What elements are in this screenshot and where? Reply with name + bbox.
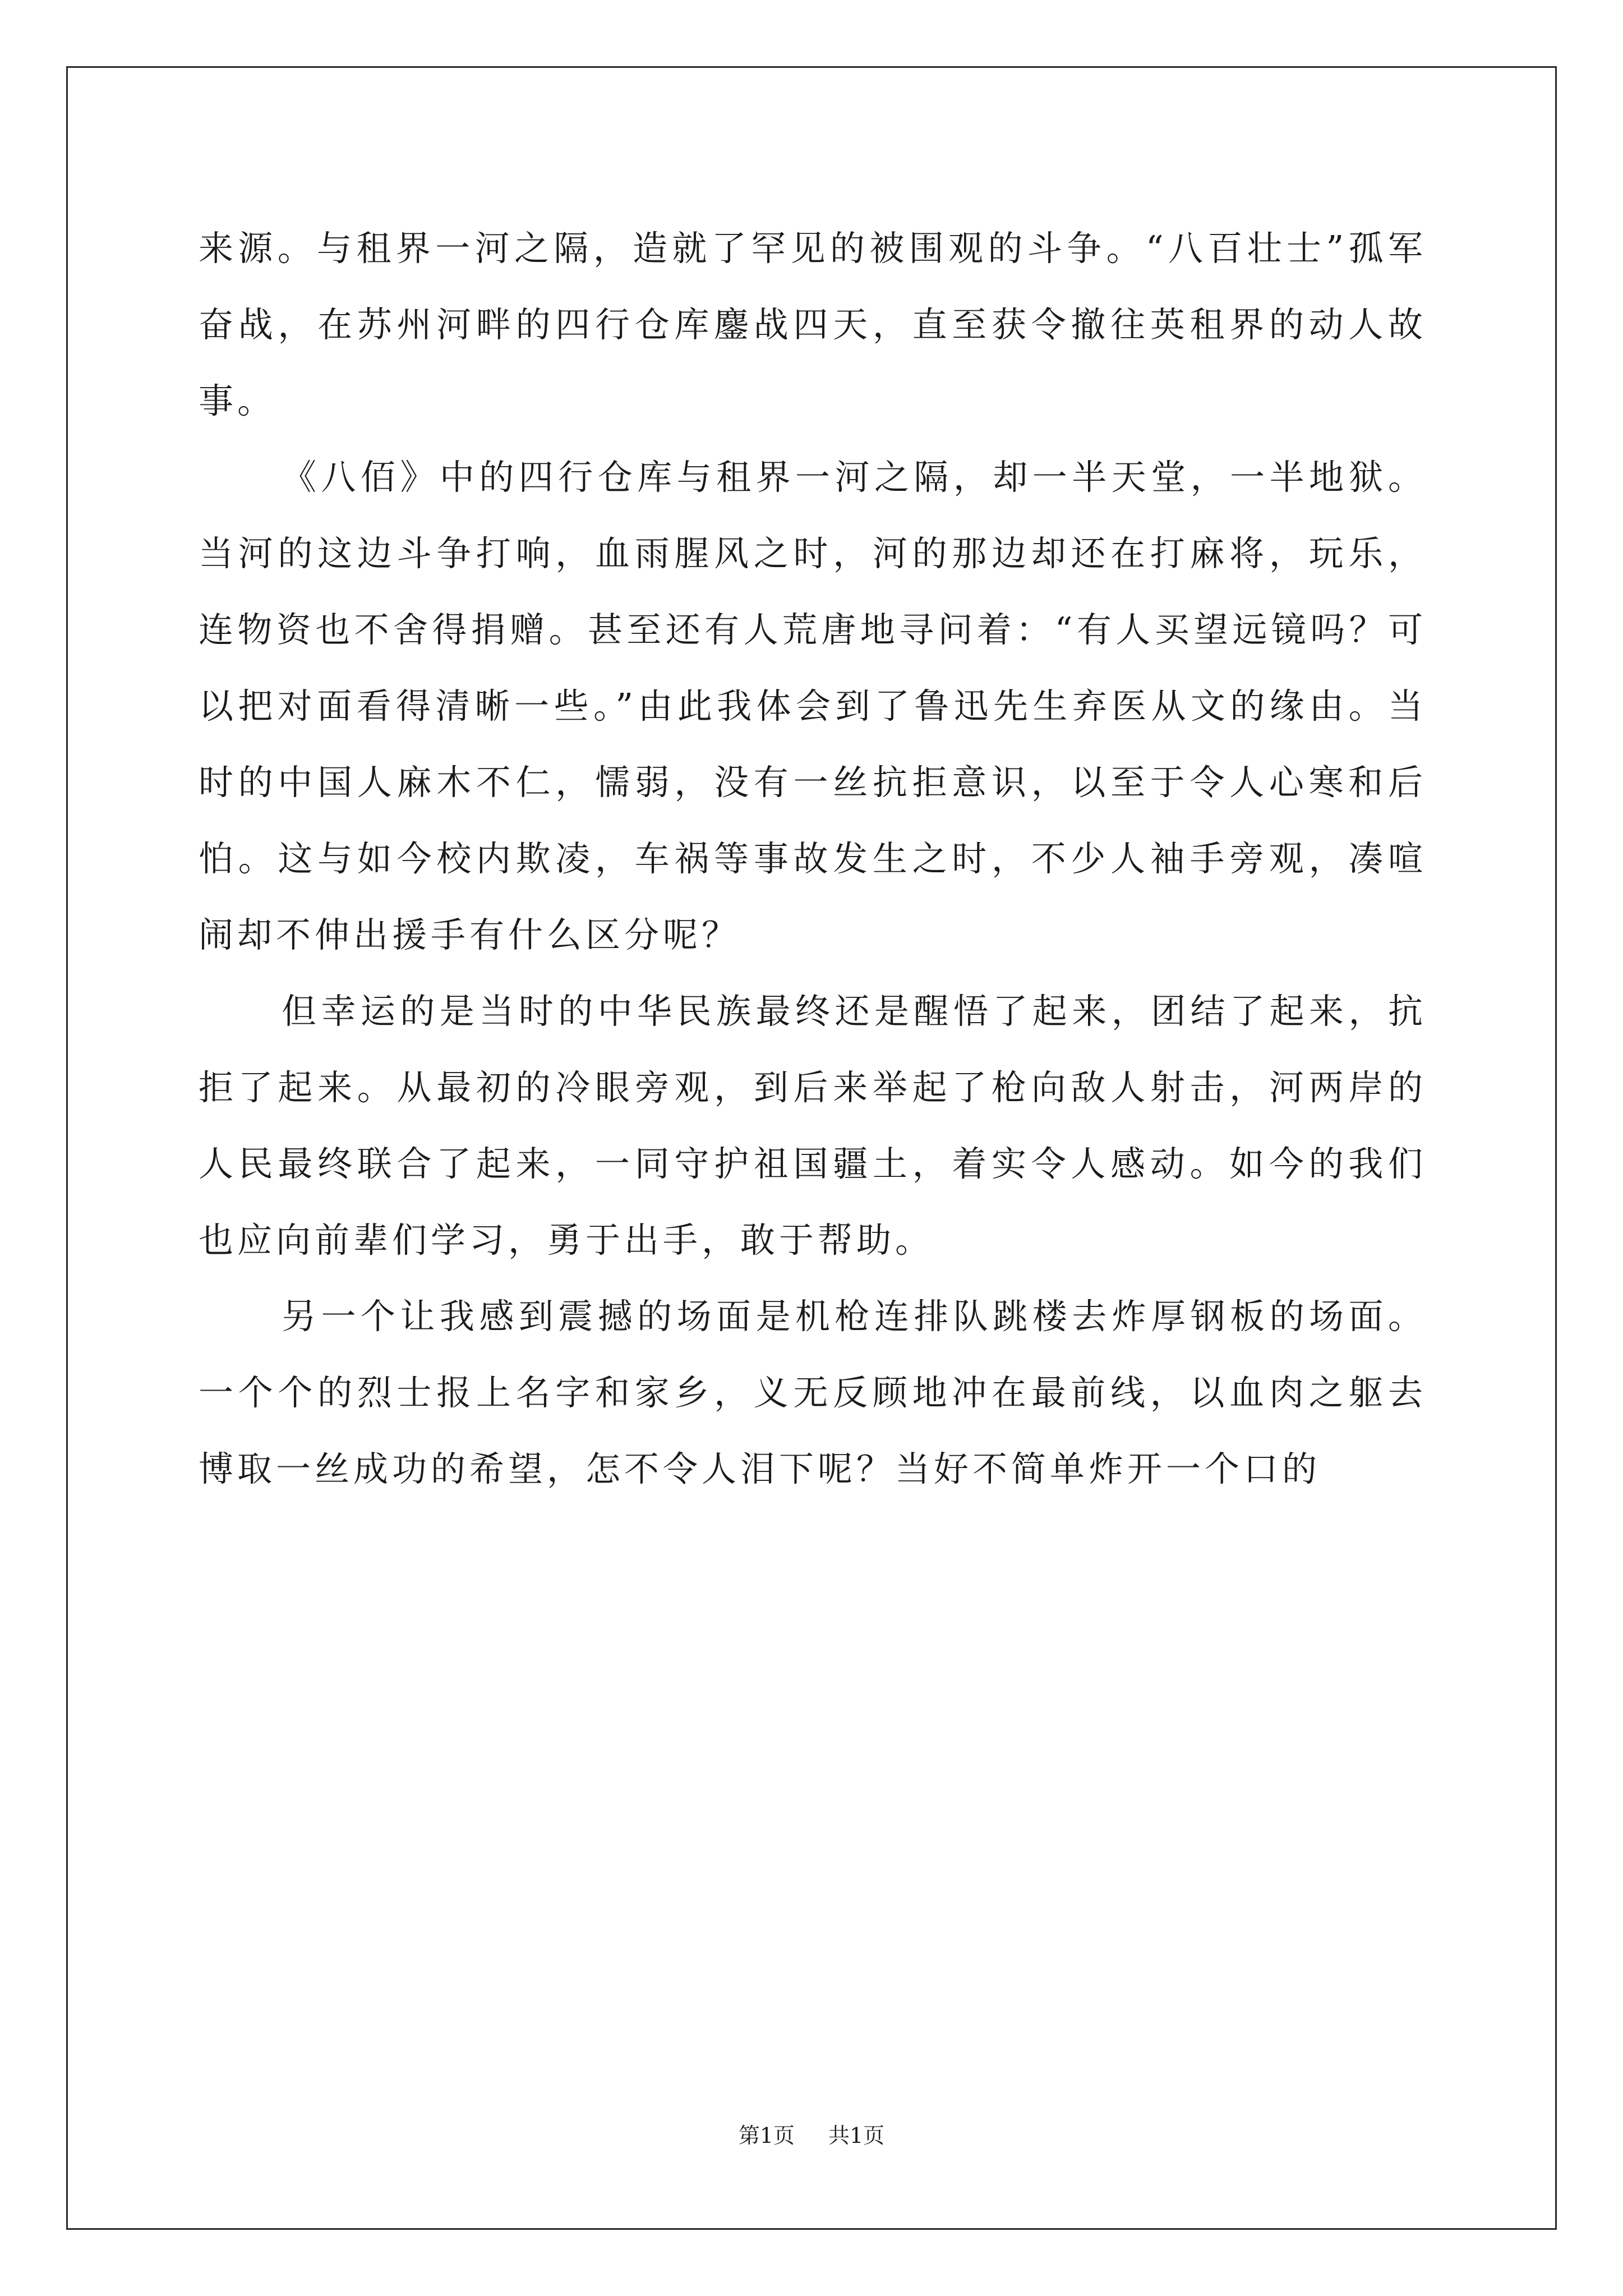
paragraph-4: 另一个让我感到震撼的场面是机枪连排队跳楼去炸厚钢板的场面。一个个的烈士报上名字和家乡，义无反顾地冲在最前线，以血肉之躯去博取一丝成功的希望，怎不令人泪下呢？当好不简单炸开一个口的 (199, 1296, 1427, 1489)
total-pages: 共1页 (828, 2123, 885, 2148)
paragraph-1: 来源。与租界一河之隔，造就了罕见的被围观的斗争。“八百壮士”孤军奋战，在苏州河畔的四行仓库鏖战四天，直至获令撤往英租界的动人故事。 (199, 228, 1427, 421)
document-body (199, 210, 1427, 1507)
page-number: 第1页 (738, 2123, 795, 2148)
page-footer (0, 2122, 1623, 2150)
paragraph-2: 《八佰》中的四行仓库与租界一河之隔，却一半天堂，一半地狱。当河的这边斗争打响，血雨腥风之时，河的那边却还在打麻将，玩乐，连物资也不舍得捐赠。甚至还有人荒唐地寻问着：“有人买望远镜吗？可以把对面看得清晰一些。”由此我体会到了鲁迅先生弃医从文的缘由。当时的中国人麻木不仁，懦弱，没有一丝抗拒意识，以至于令人心寒和后怕。这与如今校内欺凌，车祸等事故发生之时，不少人袖手旁观，凑喧闹却不伸出援手有什么区分呢？ (199, 457, 1427, 955)
paragraph-3: 但幸运的是当时的中华民族最终还是醒悟了起来，团结了起来，抗拒了起来。从最初的冷眼旁观，到后来举起了枪向敌人射击，河两岸的人民最终联合了起来，一同守护祖国疆土，着实令人感动。如今的我们也应向前辈们学习，勇于出手，敢于帮助。 (199, 991, 1427, 1260)
